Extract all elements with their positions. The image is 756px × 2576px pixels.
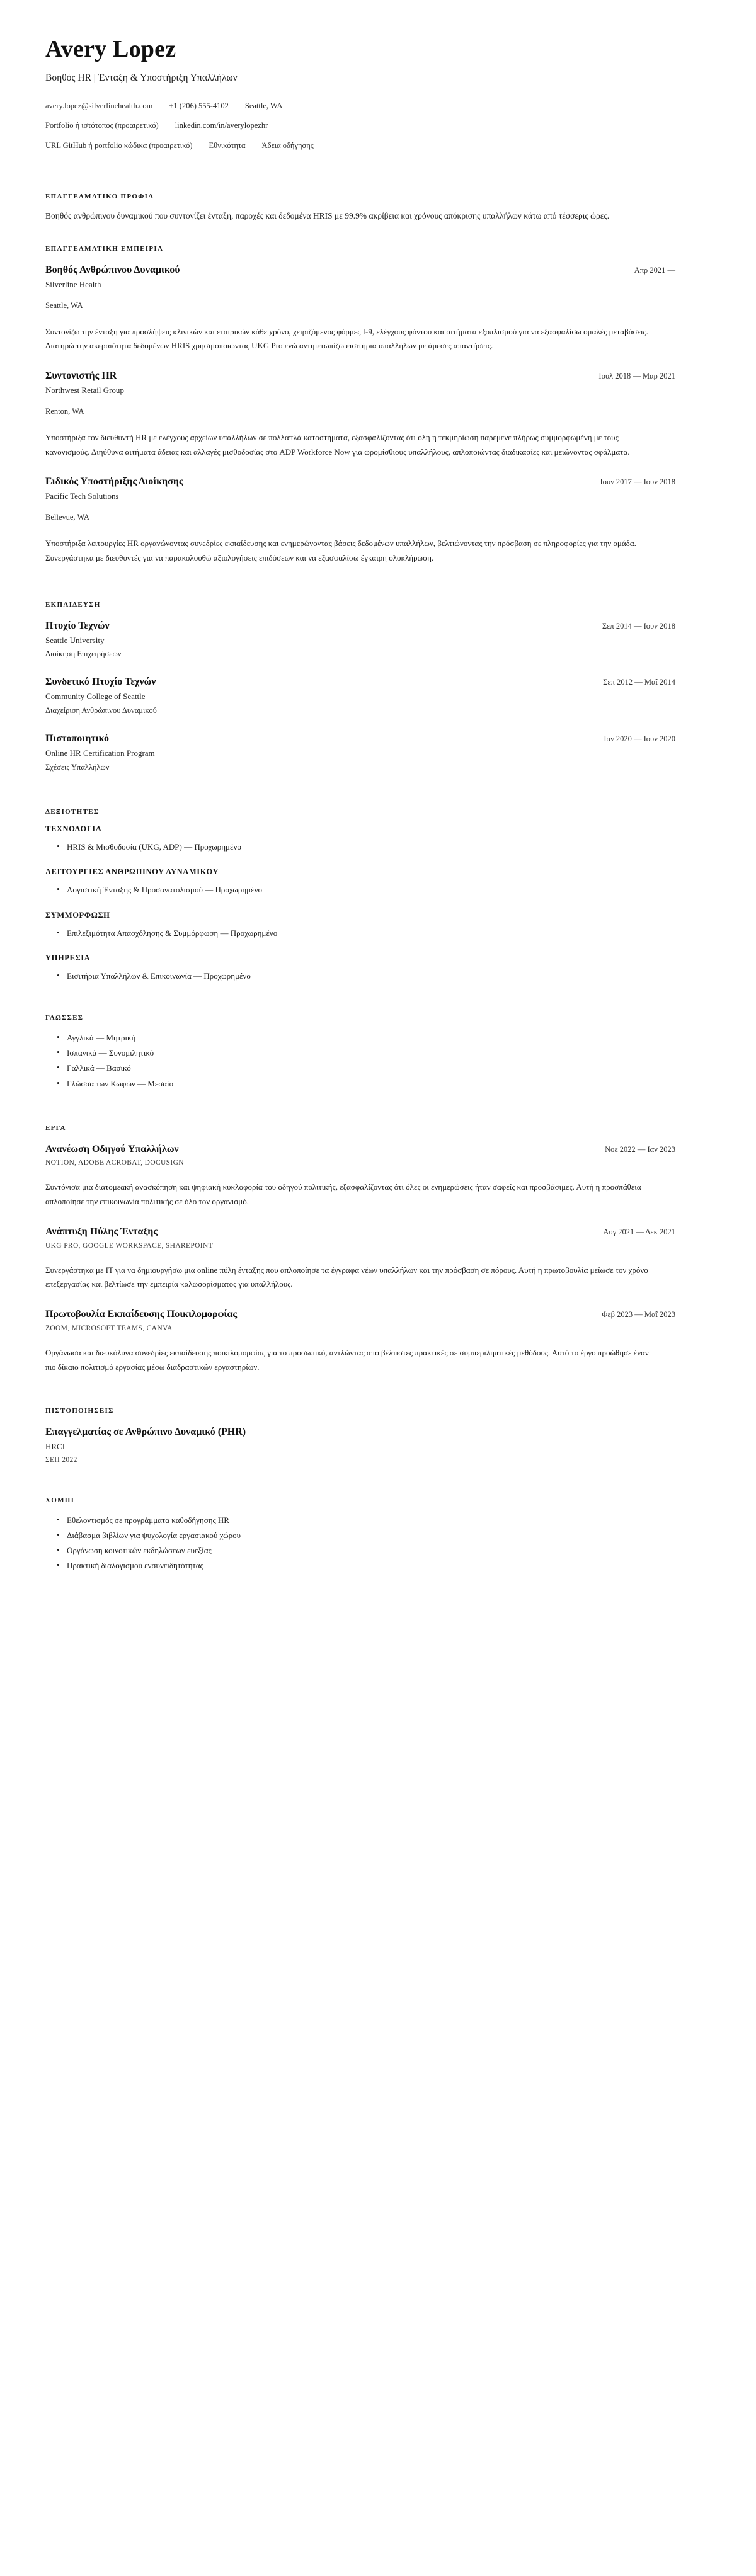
experience-location: Seattle, WA [45, 300, 83, 310]
experience-company: Northwest Retail Group [45, 385, 124, 395]
project-entry-head [45, 1143, 675, 1156]
project-date-range: Φεβ 2023 — Μαΐ 2023 [602, 1310, 675, 1319]
experience-location: Renton, WA [45, 406, 84, 416]
experience-date-range: Απρ 2021 — [634, 265, 675, 275]
contact-line-3 [45, 140, 675, 152]
skill-list [45, 968, 675, 984]
project-entry [45, 1226, 675, 1292]
certification-name: Επαγγελματίας σε Ανθρώπινο Δυναμικό (PHR) [45, 1427, 246, 1438]
hobby-item: • Πρακτική διαλογισμού ενσυνειδητότητας [67, 1558, 675, 1573]
skill-list [45, 882, 675, 898]
section-title-certifications: ΠΙΣΤΟΠΟΙΗΣΕΙΣ [45, 1407, 114, 1415]
project-description: Συντόνισα μια διατομεακή ανασκόπηση και ψηφιακή κυκλοφορία του οδηγού πολιτικής, εξασφαλίζοντας ότι όλες οι ενημερώσεις ήταν σαφείς και προσβάσιμες. Αυτή η προσπάθεια απλοποίησε την επικοινωνία πολιτικής σε όλο τον οργανισμό. [45, 1182, 641, 1207]
experience-date-range: Ιουν 2017 — Ιουν 2018 [600, 477, 675, 487]
education-degree: Πτυχίο Τεχνών [45, 620, 110, 631]
experience-company: Pacific Tech Solutions [45, 491, 119, 501]
experience-description: Υποστήριξα λειτουργίες HR οργανώνοντας συνεδρίες εκπαίδευσης και ενημερώνοντας βάσεις δεδομένων υπαλλήλων, βελτιώνοντας την πρόσβαση σε πληροφορίες για την ομάδα. Συνεργάστηκα με διευθυντές για να παρακολουθώ αξιολογήσεις επιδόσεων και να εξασφαλίσω έγκαιρη ολοκλήρωση. [45, 539, 636, 562]
hobby-item: • Διάβασμα βιβλίων για ψυχολογία εργασιακού χώρου [67, 1528, 675, 1543]
project-entry-head [45, 1226, 675, 1239]
section-hobbies [45, 1496, 675, 1573]
skill-group-name: ΣΥΜΜΟΡΦΩΣΗ [45, 910, 110, 920]
certification-entry-head [45, 1426, 675, 1439]
education-field: Σχέσεις Υπαλλήλων [45, 762, 110, 772]
section-title-experience: ΕΠΑΓΓΕΛΜΑΤΙΚΗ ΕΜΠΕΙΡΙΑ [45, 244, 164, 253]
language-item: • Γαλλικά — Βασικό [67, 1061, 675, 1076]
contact-location: Seattle, WA [244, 101, 283, 110]
education-field: Διαχείριση Ανθρώπινου Δυναμικού [45, 706, 157, 715]
education-entry [45, 732, 675, 773]
education-degree: Συνδετικό Πτυχίο Τεχνών [45, 676, 156, 688]
contact-driving-licence: Άδεια οδήγησης [261, 141, 314, 151]
skill-group-name: ΛΕΙΤΟΥΡΓΙΕΣ ΑΝΘΡΩΠΙΝΟΥ ΔΥΝΑΜΙΚΟΥ [45, 867, 219, 877]
skill-group [45, 911, 675, 941]
education-field: Διοίκηση Επιχειρήσεων [45, 649, 122, 659]
experience-entry-head [45, 370, 675, 383]
experience-description: Υποστήριξα τον διευθυντή HR με ελέγχους αρχείων υπαλλήλων σε πολλαπλά καταστήματα, εξασφαλίζοντας ότι όλη η τεκμηρίωση παρέμενε πλήρως συμμορφωμένη με τους κανονισμούς. Διηύθυνα αιτήματα άδειας και αλλαγές μισθοδοσίας στο ADP Workforce Now για ωρομίσθιους υπαλλήλους, απλοποιώντας διαδικασίες και μειώνοντας σφάλματα. [45, 432, 630, 457]
language-item: • Ισπανικά — Συνομιλητικό [67, 1046, 675, 1061]
experience-job-title: Ειδικός Υποστήριξης Διοίκησης [45, 476, 183, 487]
skill-group [45, 867, 675, 898]
experience-entry [45, 370, 675, 459]
project-description: Οργάνωσα και διευκόλυνα συνεδρίες εκπαίδευσης ποικιλομορφίας για το προσωπικό, αντλώντας από βέλτιστες πρακτικές σε συμπεριληπτικές μεθόδους. Αυτό το έργο προώθησε έναν πιο δίκαιο πολιτισμό εργασίας μέσω διαδραστικών εργαστηρίων. [45, 1347, 649, 1372]
project-title: Ανάπτυξη Πύλης Ένταξης [45, 1226, 158, 1237]
section-languages [45, 1014, 675, 1091]
contact-line-1 [45, 100, 675, 112]
hobby-item: • Οργάνωση κοινοτικών εκδηλώσεων ευεξίας [67, 1543, 675, 1558]
profile-summary-text: Βοηθός ανθρώπινου δυναμικού που συντονίζει ένταξη, παροχές και δεδομένα HRIS με 99.9% ακρίβεια και χρόνους απόκρισης υπαλλήλων κάτω από τέσσερις ώρες. [45, 210, 610, 220]
contact-portfolio-placeholder[interactable]: Portfolio ή ιστότοπος (προαιρετικό) [45, 121, 159, 130]
section-certifications [45, 1407, 675, 1464]
certification-issuer: HRCI [45, 1442, 66, 1452]
contact-github-placeholder[interactable]: URL GitHub ή portfolio κώδικα (προαιρετικό) [45, 141, 193, 151]
project-tech-stack: UKG PRO, GOOGLE WORKSPACE, SHAREPOINT [45, 1241, 213, 1250]
skill-group [45, 954, 675, 984]
section-title-profile: ΕΠΑΓΓΕΛΜΑΤΙΚΟ ΠΡΟΦΙΛ [45, 192, 154, 200]
certification-entry [45, 1426, 675, 1464]
skill-group-name: ΥΠΗΡΕΣΙΑ [45, 954, 91, 963]
section-title-projects: ΕΡΓΑ [45, 1124, 66, 1132]
education-school: Seattle University [45, 635, 105, 645]
section-title-languages: ΓΛΩΣΣΕΣ [45, 1014, 84, 1022]
education-entry-head [45, 732, 675, 746]
section-experience [45, 245, 675, 566]
education-degree: Πιστοποιητικό [45, 733, 110, 744]
skill-group-name: ΤΕΧΝΟΛΟΓΙΑ [45, 824, 102, 833]
education-date-range: Σεπ 2014 — Ιουν 2018 [602, 621, 675, 630]
experience-entry-head [45, 476, 675, 489]
contact-nationality: Εθνικότητα [209, 141, 246, 151]
project-title: Ανανέωση Οδηγού Υπαλλήλων [45, 1143, 179, 1154]
experience-job-title: Βοηθός Ανθρώπινου Δυναμικού [45, 264, 180, 275]
candidate-headline: Βοηθός HR | Ένταξη & Υποστήριξη Υπαλλήλων [45, 72, 238, 83]
contact-linkedin[interactable]: linkedin.com/in/averylopezhr [175, 121, 268, 130]
experience-entry-head [45, 264, 675, 277]
certification-date: ΣΕΠ 2022 [45, 1456, 77, 1464]
project-date-range: Νοε 2022 — Ιαν 2023 [605, 1144, 675, 1154]
language-item: • Αγγλικά — Μητρική [67, 1030, 675, 1046]
experience-description: Συντονίζω την ένταξη για προσλήψεις κλινικών και εταιρικών κάθε χρόνο, χειριζόμενος φόρμες I-9, ελέγχους φόντου και αιτήματα εξοπλισμού για να εξασφαλίσω ομαλές μεταβάσεις. Διατηρώ την ακεραιότητα δεδομένων HRIS χρησιμοποιώντας UKG Pro ενώ αντιμετωπίζω εισιτήρια υπαλλήλων με άμεσες απαντήσεις. [45, 326, 648, 351]
education-entry [45, 620, 675, 660]
experience-job-title: Συντονιστής HR [45, 370, 117, 382]
project-date-range: Αυγ 2021 — Δεκ 2021 [603, 1227, 675, 1236]
project-entry [45, 1308, 675, 1374]
skill-group [45, 824, 675, 855]
hobby-item: • Εθελοντισμός σε προγράμματα καθοδήγησης HR [67, 1513, 675, 1528]
section-education [45, 601, 675, 773]
education-entry-head [45, 620, 675, 633]
project-tech-stack: NOTION, ADOBE ACROBAT, DOCUSIGN [45, 1159, 184, 1167]
section-skills [45, 808, 675, 984]
resume-header [45, 37, 675, 171]
skill-item: • Εισιτήρια Υπαλλήλων & Επικοινωνία — Προχωρημένο [67, 968, 675, 984]
education-entry-head [45, 676, 675, 689]
skill-item: • Επιλεξιμότητα Απασχόλησης & Συμμόρφωση — Προχωρημένο [67, 925, 675, 941]
experience-entry [45, 264, 675, 353]
contact-line-2 [45, 120, 675, 132]
candidate-name: Avery Lopez [45, 36, 176, 62]
project-entry [45, 1143, 675, 1209]
experience-location: Bellevue, WA [45, 513, 89, 522]
contact-phone[interactable]: +1 (206) 555-4102 [169, 101, 229, 110]
project-entry-head [45, 1308, 675, 1321]
language-list [45, 1030, 675, 1091]
education-entry [45, 676, 675, 716]
language-item: • Γλώσσα των Κωφών — Μεσαίο [67, 1076, 675, 1091]
education-date-range: Σεπ 2012 — Μαΐ 2014 [603, 678, 675, 687]
section-title-skills: ΔΕΞΙΟΤΗΤΕΣ [45, 808, 100, 816]
contact-email[interactable]: avery.lopez@silverlinehealth.com [45, 101, 153, 110]
education-school: Community College of Seattle [45, 692, 146, 702]
skill-list [45, 839, 675, 855]
experience-entry [45, 476, 675, 565]
hobby-list [45, 1513, 675, 1573]
skill-list [45, 925, 675, 941]
skill-item: • Λογιστική Ένταξης & Προσανατολισμού — Προχωρημένο [67, 882, 675, 898]
education-date-range: Ιαν 2020 — Ιουν 2020 [604, 734, 675, 744]
experience-date-range: Ιουλ 2018 — Μαρ 2021 [598, 372, 675, 381]
section-profile [45, 193, 675, 224]
project-title: Πρωτοβουλία Εκπαίδευσης Ποικιλομορφίας [45, 1309, 238, 1320]
experience-company: Silverline Health [45, 279, 101, 289]
skill-item: • HRIS & Μισθοδοσία (UKG, ADP) — Προχωρημένο [67, 839, 675, 855]
section-projects [45, 1124, 675, 1375]
section-title-education: ΕΚΠΑΙΔΕΥΣΗ [45, 600, 101, 608]
education-school: Online HR Certification Program [45, 748, 155, 758]
project-tech-stack: ZOOM, MICROSOFT TEAMS, CANVA [45, 1324, 173, 1332]
section-title-hobbies: ΧΟΜΠΙ [45, 1496, 75, 1505]
project-description: Συνεργάστηκα με IT για να δημιουργήσω μια online πύλη ένταξης που απλοποίησε τα έγγραφα νέων υπαλλήλων και την πρόσβαση σε πόρους. Αυτή η πρωτοβουλία μείωσε τον χρόνο επεξεργασίας και βελτίωσε την εμπειρία καλωσορίσματος για υπαλλήλους. [45, 1265, 648, 1289]
